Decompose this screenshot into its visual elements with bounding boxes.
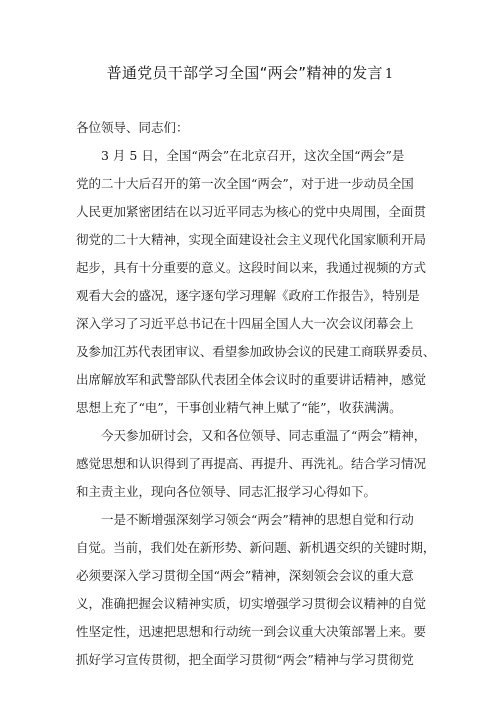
paragraph-1-line: 人民更加紧密团结在以习近平同志为核心的党中央周围，全面贯 bbox=[76, 204, 427, 219]
paragraph-2-line: 感觉思想和认识得到了再提高、再提升、再洗礼。结合学习情况 bbox=[76, 456, 427, 471]
document-body bbox=[76, 114, 436, 674]
paragraph-1-line: 出席解放军和武警部队代表团全体会议时的重要讲话精神，感觉 bbox=[76, 372, 427, 387]
paragraph-1-line: 彻党的二十大精神，实现全面建设社会主义现代化国家顺利开局 bbox=[76, 232, 427, 247]
paragraph-3-line: 必须要深入学习贯彻全国“两会”精神，深刻领会会议的重大意 bbox=[76, 568, 414, 583]
paragraph-3-line: 自觉。当前，我们处在新形势、新问题、新机遇交织的关键时期， bbox=[76, 540, 436, 555]
paragraph-1-line: 观看大会的盛况，逐字逐句学习理解《政府工作报告》，特别是 bbox=[76, 288, 420, 303]
paragraph-1-line: 及参加江苏代表团审议、看望参加政协会议的民建工商联界委员、 bbox=[76, 344, 436, 359]
paragraph-1-line: 起步，具有十分重要的意义。这段时间以来，我通过视频的方式 bbox=[76, 260, 427, 275]
paragraph-1-line: 思想上充了“电”，干事创业精气神上赋了“能”，收获满满。 bbox=[76, 400, 402, 415]
paragraph-3-line: 性坚定性，迅速把思想和行动统一到会议重大决策部署上来。要 bbox=[76, 624, 427, 639]
paragraph-3-line: 一是不断增强深刻学习领会“两会”精神的思想自觉和行动 bbox=[101, 512, 414, 527]
salutation: 各位领导、同志们： bbox=[76, 120, 189, 135]
paragraph-1-line: 深入学习了习近平总书记在十四届全国人大一次会议闭幕会上 bbox=[76, 316, 414, 331]
paragraph-2-line: 和主责主业，现向各位领导、同志汇报学习心得如下。 bbox=[76, 484, 377, 499]
paragraph-1-line: 党的二十大后召开的第一次全国“两会”，对于进一步动员全国 bbox=[76, 176, 414, 191]
paragraph-2-line: 今天参加研讨会，又和各位领导、同志重温了“两会”精神， bbox=[101, 428, 427, 443]
title-text: 普通党员干部学习全国“两会”精神的发言 bbox=[106, 64, 383, 82]
title-marker: 1 bbox=[384, 67, 394, 82]
paragraph-3-line: 抓好学习宣传贯彻，把全面学习贯彻“两会”精神与学习贯彻党 bbox=[76, 652, 414, 667]
paragraph-1-line: 3 月 5 日，全国“两会”在北京召开，这次全国“两会”是 bbox=[101, 148, 405, 163]
paragraph-3-line: 义，准确把握会议精神实质，切实增强学习贯彻会议精神的自觉 bbox=[76, 596, 427, 611]
document-title bbox=[0, 62, 500, 83]
